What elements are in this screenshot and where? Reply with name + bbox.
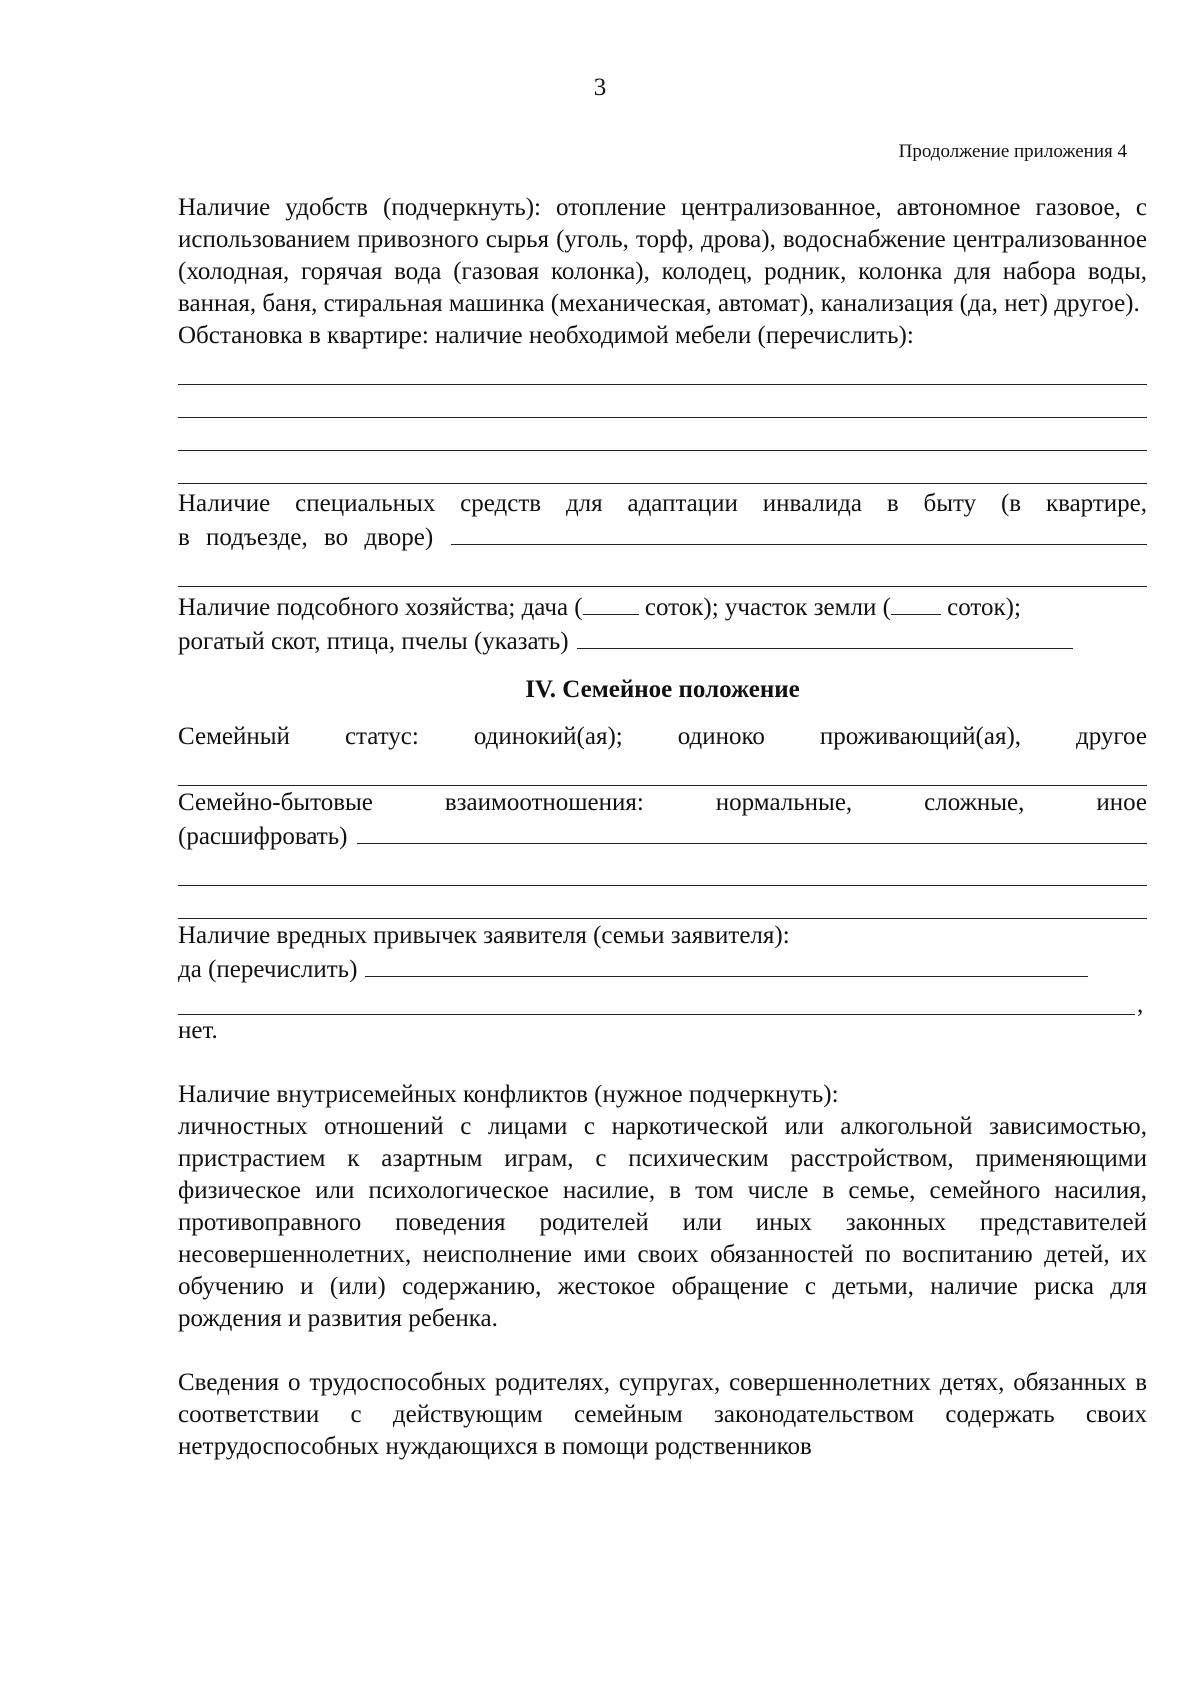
family-status-word-4: проживающий(ая), bbox=[819, 723, 1022, 750]
special-means-line-1: Наличие специальных средств для адаптации инвалида в быту (в квартире, bbox=[178, 490, 1147, 517]
family-relations-fill-line-3[interactable] bbox=[178, 886, 1147, 919]
livestock-fill[interactable] bbox=[577, 624, 1073, 649]
decode-fill[interactable] bbox=[357, 819, 1147, 844]
furniture-fill-line-2[interactable] bbox=[178, 385, 1147, 418]
relatives-paragraph: Сведения о трудоспособных родителях, супругах, совершеннолетних детях, обязанных в соответствии с действующим семейным законодательством содержать своих нетрудоспособных нуждающихся в помощи родственников bbox=[178, 1369, 1147, 1460]
family-relations-fill-line-2[interactable] bbox=[178, 853, 1147, 886]
bad-habits-no: нет. bbox=[178, 1017, 218, 1044]
household-line-2 bbox=[178, 624, 1147, 658]
bad-habits-fill-2[interactable] bbox=[178, 986, 1135, 1015]
furniture-fill-line-1[interactable] bbox=[178, 352, 1147, 385]
family-relations-line bbox=[178, 787, 1147, 819]
family-relations-word-0: Семейно-бытовые bbox=[178, 789, 373, 816]
family-status-fill[interactable] bbox=[178, 753, 1147, 786]
bad-habits-line-3 bbox=[178, 986, 1147, 1018]
bad-habits-comma: , bbox=[1137, 991, 1144, 1018]
bad-habits-yes-label: да (перечислить) bbox=[178, 956, 358, 983]
amenities-paragraph: Наличие удобств (подчеркнуть): отопление централизованное, автономное газовое, с использованием привозного сырья (уголь, торф, дрова), водоснабжение централизованное (холодная, горячая вода (газовая колонка), колодец, родник, колонка для набора воды, ванная, баня, стиральная машинка (механическая, автомат), канализация (да, нет) другое). bbox=[178, 194, 1147, 317]
family-status-word-5: другое bbox=[1076, 723, 1147, 750]
livestock-label: рогатый скот, птица, пчелы (указать) bbox=[178, 628, 569, 655]
special-means-fill-line-2[interactable] bbox=[178, 554, 1147, 587]
household-line-1 bbox=[178, 590, 1147, 624]
special-means-label: в подъезде, во дворе) bbox=[178, 524, 434, 551]
family-status-word-0: Семейный bbox=[178, 723, 290, 750]
section-heading: IV. Семейное положение bbox=[525, 676, 800, 703]
family-status-word-3: одиноко bbox=[677, 723, 765, 750]
family-relations-word-3: сложные, bbox=[924, 789, 1025, 816]
conflicts-label: Наличие внутрисемейных конфликтов (нужное подчеркнуть): bbox=[178, 1081, 839, 1108]
household-text-1: Наличие подсобного хозяйства; дача ( соток); участок земли ( соток); bbox=[178, 590, 1021, 624]
land-area-fill[interactable] bbox=[891, 590, 941, 615]
conflicts-paragraph: личностных отношений с лицами с наркотической или алкогольной зависимостью, пристрастием к азартным играм, с психическим расстройством, применяющими физическое или психологическое насилие, в том числе в семье, семейного насилия, противоправного поведения родителей или иных законных представителей несовершеннолетних, неисполнение ими своих обязанностей по воспитанию детей, их обучению и (или) содержанию, жестокое обращение с детьми, наличие риска для рождения и развития ребенка. bbox=[178, 1113, 1147, 1332]
family-relations-line-2 bbox=[178, 819, 1147, 853]
bad-habits-fill[interactable] bbox=[365, 952, 1088, 977]
page-number: 3 bbox=[593, 74, 607, 101]
family-status-line bbox=[178, 721, 1147, 753]
furniture-fill-line-4[interactable] bbox=[178, 451, 1147, 484]
family-relations-word-1: взаимоотношения: bbox=[444, 789, 644, 816]
family-status-word-1: статус: bbox=[344, 723, 419, 750]
decode-label: (расшифровать) bbox=[178, 823, 348, 850]
family-relations-word-4: иное bbox=[1096, 789, 1147, 816]
document-body bbox=[178, 192, 1147, 1463]
appendix-note: Продолжение приложения 4 bbox=[898, 141, 1127, 162]
bad-habits-label: Наличие вредных привычек заявителя (семьи заявителя): bbox=[178, 922, 790, 949]
furniture-label: Обстановка в квартире: наличие необходимой мебели (перечислить): bbox=[178, 322, 914, 349]
furniture-fill-line-3[interactable] bbox=[178, 418, 1147, 451]
bad-habits-line-2 bbox=[178, 952, 1147, 986]
dacha-area-fill[interactable] bbox=[583, 590, 639, 615]
special-means-fill[interactable] bbox=[451, 520, 1147, 545]
family-status-word-2: одинокий(ая); bbox=[473, 723, 623, 750]
family-relations-word-2: нормальные, bbox=[715, 789, 853, 816]
special-means-line-2 bbox=[178, 520, 1147, 554]
